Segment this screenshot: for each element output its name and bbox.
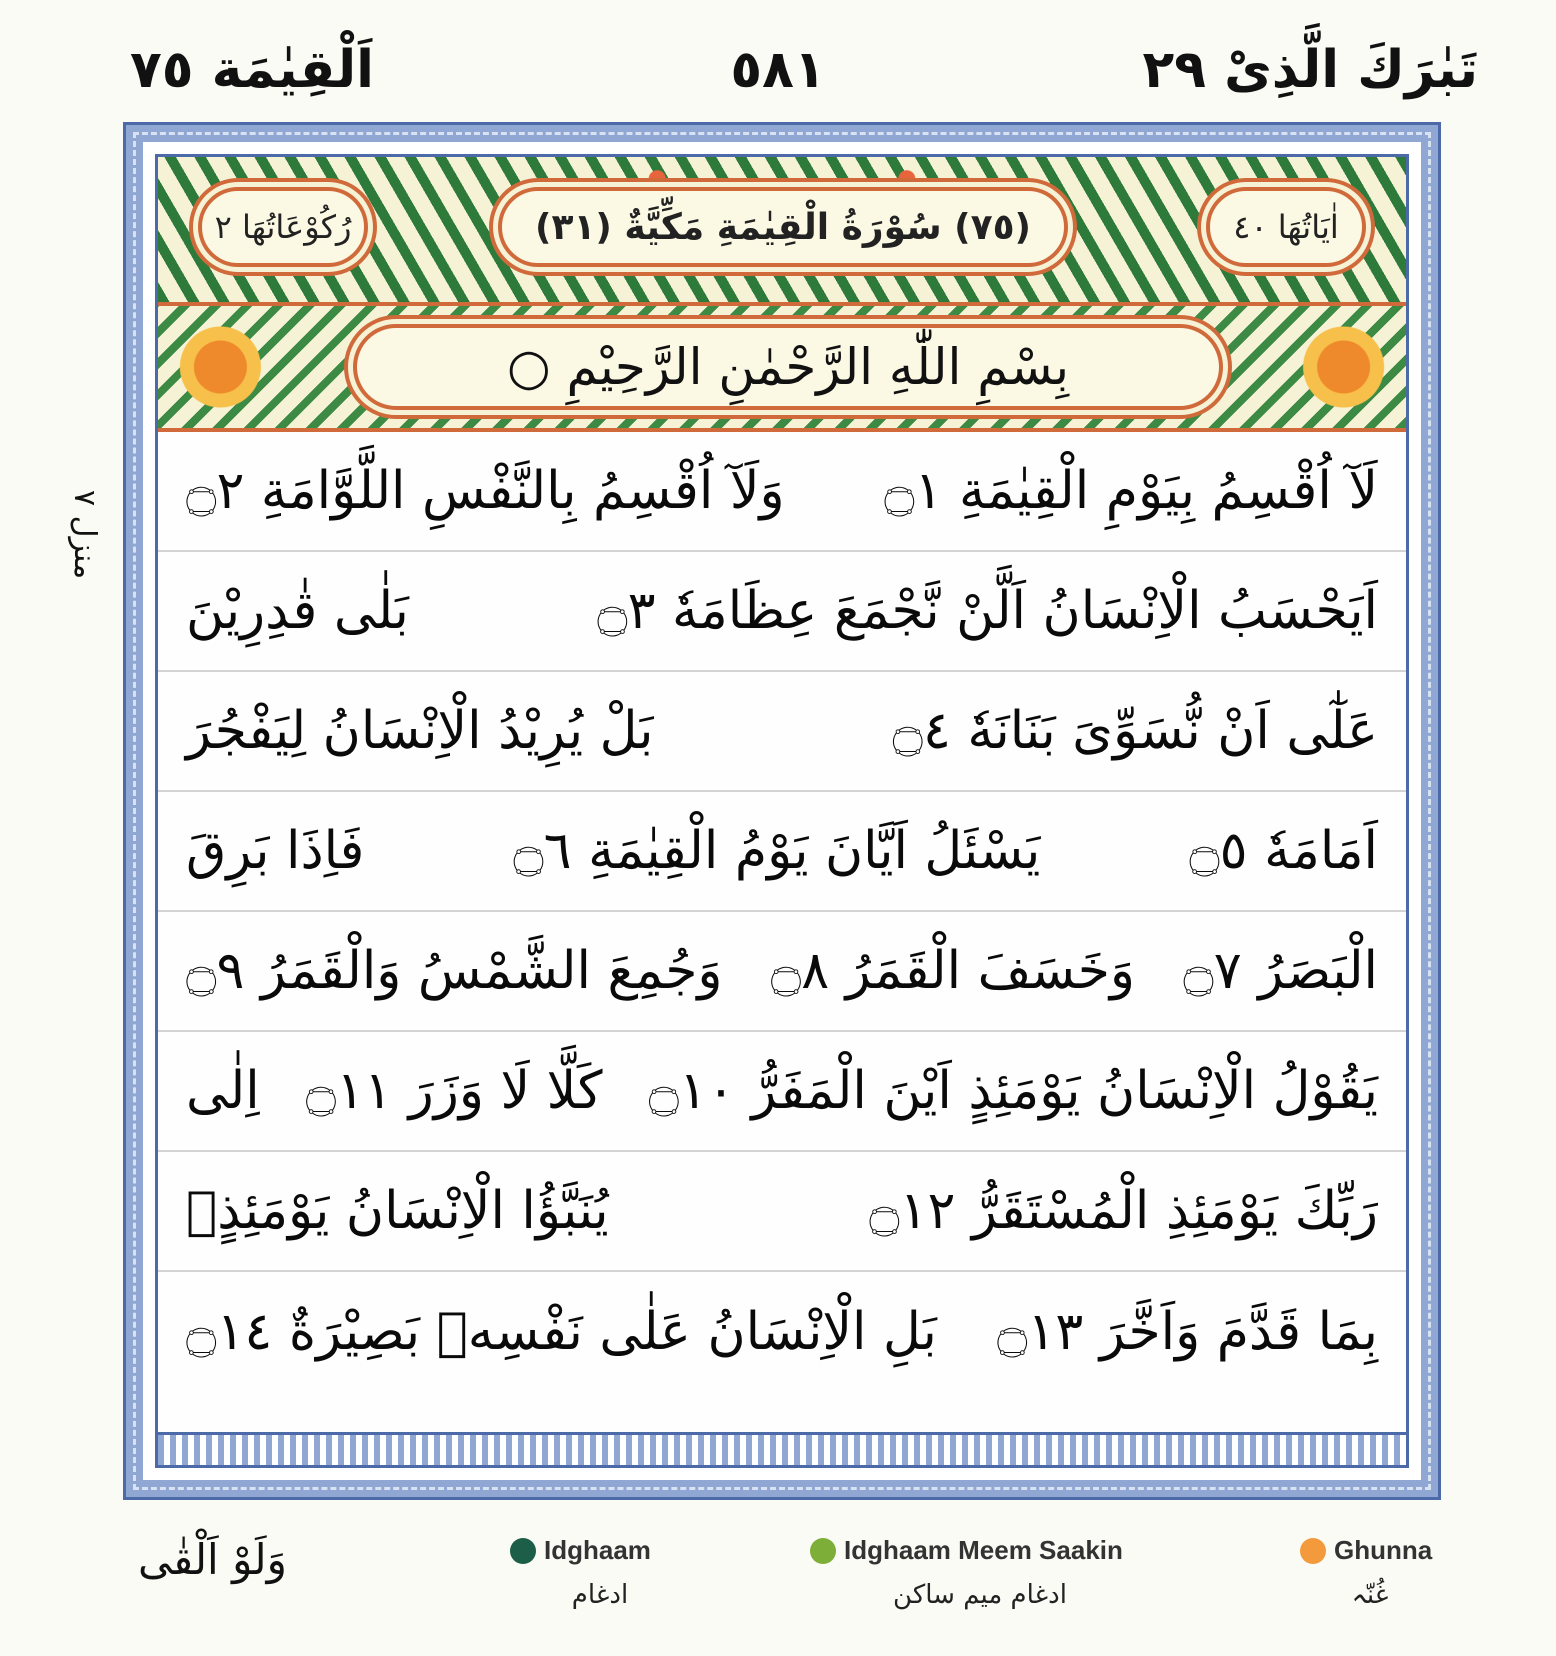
text-segment: يَسْئَلُ اَيَّانَ يَوْمُ الْقِيٰمَةِ ۝٦ [513,821,1041,881]
text-line [158,1032,1406,1152]
text-segment: وَخَسَفَ الْقَمَرُ ۝٨ [770,941,1136,1001]
legend-urdu-label: غُنّہ [1351,1580,1389,1610]
legend-urdu-label: ادغام [571,1580,629,1610]
text-line [158,912,1406,1032]
text-segment: بَلْ يُرِيْدُ الْاِنْسَانُ لِيَفْجُرَ [186,701,654,761]
text-line [158,432,1406,552]
surah-title: (٧٥) سُوْرَةُ الْقِيٰمَةِ مَكِّيَّةٌ (٣١) [498,187,1068,267]
text-segment: يَقُوْلُ الْاِنْسَانُ يَوْمَئِذٍ اَيْنَ الْمَفَرُّ ۝١٠ [648,1061,1378,1121]
text-segment: رَبِّكَ يَوْمَئِذِ الْمُسْتَقَرُّ ۝١٢ [869,1181,1378,1241]
legend-label: Ghunna [1334,1535,1433,1565]
text-segment: لَآ اُقْسِمُ بِيَوْمِ الْقِيٰمَةِ ۝١ [884,461,1378,521]
page-frame [123,122,1441,1500]
legend-label: Idghaam [544,1535,651,1565]
manzil-marker: منزل ٧ [67,490,102,580]
legend-label: Idghaam Meem Saakin [844,1535,1123,1565]
text-segment: بَلٰى قٰدِرِيْنَ [186,581,409,641]
juz-name: تَبٰرَكَ الَّذِىْ ٢٩ [1142,40,1478,100]
text-line [158,672,1406,792]
ghunna-color-dot-icon [1300,1538,1326,1564]
idghaam-meem-color-dot-icon [810,1538,836,1564]
text-segment: عَلٰٓى اَنْ نُّسَوِّىَ بَنَانَهٗ ۝٤ [892,701,1378,761]
text-segment: اَيَحْسَبُ الْاِنْسَانُ اَلَّنْ نَّجْمَعَ عِظَامَهٗ ۝٣ [597,581,1378,641]
text-segment: يُنَبَّؤُا الْاِنْسَانُ يَوْمَئِذٍۭ [186,1181,609,1241]
ruku-count: رُكُوْعَاتُهَا ٢ [198,187,368,267]
text-segment: اِلٰى [186,1061,260,1121]
text-segment: اَمَامَهٗ ۝٥ [1189,821,1378,881]
text-segment: وَلَآ اُقْسِمُ بِالنَّفْسِ اللَّوَّامَةِ ۝٢ [186,461,785,521]
frame-bottom-band [158,1432,1406,1465]
legend-idghaam [510,1535,690,1610]
text-segment: بِمَا قَدَّمَ وَاَخَّرَ ۝١٣ [996,1302,1378,1362]
ayat-count: اٰيَاتُهَا ٤٠ [1206,187,1366,267]
text-segment: الْبَصَرُ ۝٧ [1183,941,1378,1001]
quran-text [158,432,1406,1431]
legend-urdu-label: ادغام میم ساکن [893,1580,1067,1610]
text-segment: وَجُمِعَ الشَّمْسُ وَالْقَمَرُ ۝٩ [186,941,723,1001]
text-segment: فَاِذَا بَرِقَ [186,821,365,881]
text-line [158,1152,1406,1272]
surah-header-band [158,157,1406,306]
bismillah-band [158,306,1406,432]
text-segment: بَلِ الْاِنْسَانُ عَلٰى نَفْسِهٖ بَصِيْرَةٌ ۝١٤ [186,1302,937,1362]
catchword: وَلَوْ اَلْقٰى [138,1535,287,1584]
legend-idghaam-meem-saakin [810,1535,1150,1610]
legend-ghunna [1300,1535,1440,1610]
page-number: ٥٨١ [730,40,826,100]
text-line [158,552,1406,672]
text-line [158,1272,1406,1392]
text-line [158,792,1406,912]
page-footer [0,1515,1556,1656]
text-segment: كَلَّا لَا وَزَرَ ۝١١ [305,1061,603,1121]
surah-reference: اَلْقِيٰمَة ٧٥ [130,40,374,100]
page-frame-inner [155,154,1409,1468]
idghaam-color-dot-icon [510,1538,536,1564]
bismillah: بِسْمِ اللّٰهِ الرَّحْمٰنِ الرَّحِيْمِ ○ [353,324,1223,410]
